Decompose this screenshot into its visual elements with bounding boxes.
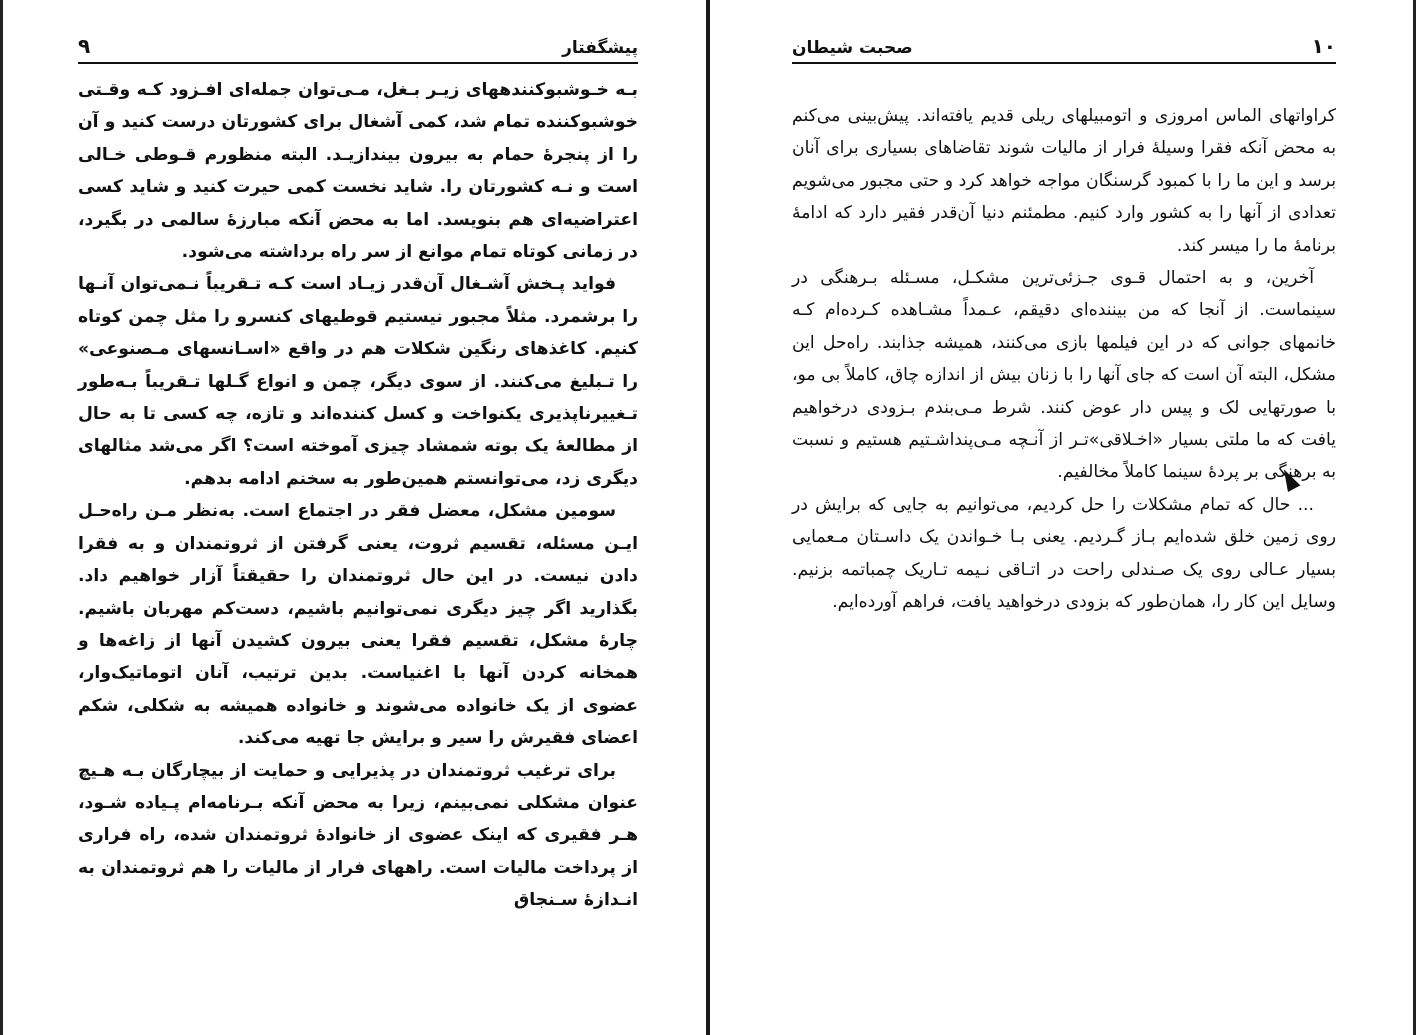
paragraph: ... حال که تمام مشکلات را حل کردیم، می‌توانیم به جایی که برایش در روی زمین خلق شده‌ایم بـاز گـردیم. یعنی بـا خـواندن یک داسـتان مـعمایی بسیار عـالی روی یک صـندلی راحت در اتـاقی نـیمه تـاریک چمباتمه بزنیم. وسایل این کار را، همان‌طور که بزودی درخواهید یافت، فراهم آورده‌ایم. — [792, 494, 1336, 613]
paragraph: برای ترغیب ثروتمندان در پذیرایی و حمایت از بیچارگان بـه هـیچ عنوان مشکلی نمی‌بینم، زیرا به محض آنکه بـرنامه‌ام پـیاده شـود، هـر فقیری که اینک عضوی از خانوادهٔ ثروتمندان شده، راه فراری از پرداخت مالیات است. راههای فرار از مالیات را هم ثروتمندان به انـدازهٔ سـنجاق — [78, 760, 638, 911]
right-running-head — [792, 28, 1336, 64]
right-page-body — [792, 100, 1336, 619]
right-page — [712, 0, 1416, 1035]
left-page-body — [78, 74, 638, 917]
left-page-number: ۹ — [78, 34, 91, 58]
paragraph: کراواتهای الماس امروزی و اتومبیلهای ریلی قدیم یافته‌اند. پیش‌بینی می‌کنم به محض آنکه فقرا وسیلهٔ فرار از مالیات شوند تقاضاهای بسیاری برای آنان برسد و این ما را با کمبود گرسنگان مواجه خواهد کرد و حتی مجبور می‌شویم تعدادی از آنها را به کشور وارد کنیم. مطمئنم دنیا آن‌قدر فقیر دارد که ادامهٔ برنامهٔ ما را میسر کند. — [792, 106, 1336, 256]
left-running-head — [78, 28, 638, 64]
paragraph: آخرین، و به احتمال قـوی جـزئی‌ترین مشکـل، مسـئله بـرهنگی در سینماست. از آنجا که من بیننده‌ای دقیقم، عـمداً مشـاهده کـرده‌ام کـه خانمهای جوانی که در این فیلمها بازی می‌کنند، همیشه جذابند. راه‌حل این مشکل، البته آن است که جای آنها را با زنان بیش از اندازه چاق، کاملاً بی مو، با صورتهایی لک و پیس دار عوض کنند. شرط مـی‌بندم بـزودی درخواهیم یافت که ما ملتی بسیار «اخـلاقی»تـر از آنـچه مـی‌پنداشـتیم هستیم و نسبت به برهنگی بر پردهٔ سینما کاملاً مخالفیم. — [792, 268, 1336, 483]
paragraph: فواید پـخش آشـغال آن‌قدر زیـاد است کـه تـقریباً نـمی‌توان آنـها را برشمرد. مثلاً مجبور نیستیم قوطیهای کنسرو را مثل چمن کوتاه کنیم. کاغذهای رنگین شکلات هم در واقع «اسـانسهای مـصنوعی» را تـبلیغ می‌کنند. از سوی دیگر، چمن و انواع گـلها تـقریباً بـه‌طور تـغییرناپذیری یکنواخت و کسل کننده‌اند و تازه، چه کسی تا به حال از مطالعهٔ یک بوته شمشاد چیزی آموخته است؟ اگر می‌شد مثالهای دیگری زد، می‌توانستم همین‌طور به سخنم ادامه بدهم. — [78, 274, 638, 489]
left-running-title: پیشگفتار — [562, 38, 638, 58]
right-page-number: ۱۰ — [1311, 34, 1336, 58]
paragraph: سومین مشکل، معضل فقر در اجتماع است. به‌نظر مـن راه‌حـل ایـن مسئله، تقسیم ثروت، یعنی گرفتن از ثروتمندان و به فقرا دادن نیست. در این حال ثروتمندان را حقیقتاً آزار خواهیم داد. بگذارید اگر چیز دیگری نمی‌توانیم باشیم، دست‌کم مهربان باشیم. چارهٔ مشکل، تقسیم فقرا یعنی بیرون کشیدن آنها از زاغه‌ها و همخانه کردن آنها با اغنیاست. بدین ترتیب، آنان اتوماتیک‌وار، عضوی از یک خانواده می‌شوند و خانواده همیشه به شکلی، شکم اعضای فقیرش را سیر و برایش جا تهیه می‌کند. — [78, 501, 638, 749]
book-gutter — [706, 0, 710, 1035]
paragraph: بـه خـوشبوکنندههای زیـر بـغل، مـی‌توان جمله‌ای افـزود کـه وقـتی خوشبوکننده تمام شد، کمی آشغال برای کشورتان درست کنید و آن را از پنجرهٔ حمام به بیرون بیندازیـد. البته منظورم قـوطی خـالی است و نـه کشورتان را. شاید نخست کمی حیرت کنید و شاید کسی اعتراضیه‌ای هم بنویسد. اما به محض آنکه مبارزهٔ سالمی در بگیرد، در زمانی کوتاه تمام موانع از سر راه برداشته می‌شود. — [78, 80, 638, 263]
right-running-title: صحبت شیطان — [792, 38, 913, 58]
